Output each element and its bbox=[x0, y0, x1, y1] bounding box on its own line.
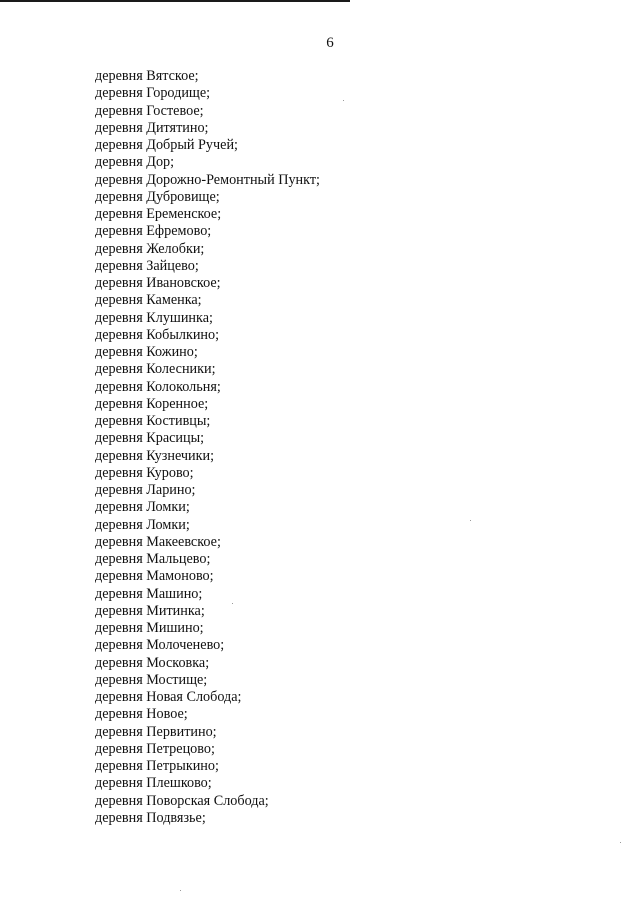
settlement-entry: деревня Ломки; bbox=[95, 499, 190, 516]
settlement-entry: деревня Дорожно-Ремонтный Пункт; bbox=[95, 171, 320, 188]
settlement-entry: деревня Дубровище; bbox=[95, 188, 220, 205]
settlement-list bbox=[95, 68, 320, 827]
settlement-entry: деревня Добрый Ручей; bbox=[95, 137, 238, 153]
settlement-entry: деревня Петрецово; bbox=[95, 740, 215, 757]
settlement-entry: деревня Петрыкино; bbox=[95, 758, 219, 774]
settlement-entry: деревня Мамоново; bbox=[95, 568, 214, 585]
settlement-entry: деревня Плешково; bbox=[95, 775, 212, 792]
settlement-entry: деревня Дитятино; bbox=[95, 119, 209, 136]
settlement-entry: деревня Подвязье; bbox=[95, 809, 206, 826]
settlement-entry: деревня Первитино; bbox=[95, 723, 217, 740]
settlement-entry: деревня Поворская Слобода; bbox=[95, 792, 269, 809]
settlement-entry: деревня Ефремово; bbox=[95, 223, 212, 240]
settlement-entry: деревня Ломки; bbox=[95, 516, 190, 533]
settlement-entry: деревня Колесники; bbox=[95, 361, 216, 378]
settlement-entry: деревня Костивцы; bbox=[95, 413, 211, 429]
settlement-entry: деревня Красицы; bbox=[95, 430, 205, 447]
settlement-entry: деревня Кобылкино; bbox=[95, 326, 220, 343]
settlement-entry: деревня Курово; bbox=[95, 464, 194, 481]
scan-speck bbox=[470, 520, 471, 521]
settlement-entry: деревня Московка; bbox=[95, 654, 210, 671]
settlement-entry: деревня Новое; bbox=[95, 706, 188, 723]
settlement-entry: деревня Кожино; bbox=[95, 344, 198, 360]
scan-speck bbox=[343, 100, 344, 101]
settlement-entry: деревня Дор; bbox=[95, 154, 175, 171]
settlement-entry: деревня Городище; bbox=[95, 85, 211, 102]
settlement-entry: деревня Колокольня; bbox=[95, 378, 221, 395]
settlement-entry: деревня Зайцево; bbox=[95, 257, 199, 274]
settlement-entry: деревня Гостевое; bbox=[95, 102, 204, 119]
settlement-entry: деревня Кузнечики; bbox=[95, 447, 215, 464]
page-number: 6 bbox=[326, 35, 334, 51]
settlement-entry: деревня Митинка; bbox=[95, 602, 205, 619]
settlement-entry: деревня Ларино; bbox=[95, 482, 196, 498]
settlement-entry: деревня Молоченево; bbox=[95, 637, 225, 654]
settlement-entry: деревня Вятское; bbox=[95, 68, 199, 84]
settlement-entry: деревня Макеевское; bbox=[95, 533, 221, 550]
scan-speck bbox=[620, 842, 621, 843]
settlement-entry: деревня Каменка; bbox=[95, 292, 202, 309]
scan-speck bbox=[180, 890, 181, 891]
scan-speck bbox=[232, 603, 233, 604]
settlement-entry: деревня Еременское; bbox=[95, 206, 222, 222]
scan-top-edge-line bbox=[0, 0, 350, 2]
settlement-entry: деревня Коренное; bbox=[95, 395, 209, 412]
settlement-entry: деревня Мальцево; bbox=[95, 551, 211, 567]
settlement-entry: деревня Клушинка; bbox=[95, 309, 213, 326]
settlement-entry: деревня Ивановское; bbox=[95, 275, 221, 291]
settlement-entry: деревня Машино; bbox=[95, 585, 203, 602]
settlement-entry: деревня Мостище; bbox=[95, 671, 208, 688]
settlement-entry: деревня Желобки; bbox=[95, 240, 205, 257]
settlement-entry: деревня Новая Слобода; bbox=[95, 689, 242, 705]
settlement-entry: деревня Мишино; bbox=[95, 620, 204, 636]
